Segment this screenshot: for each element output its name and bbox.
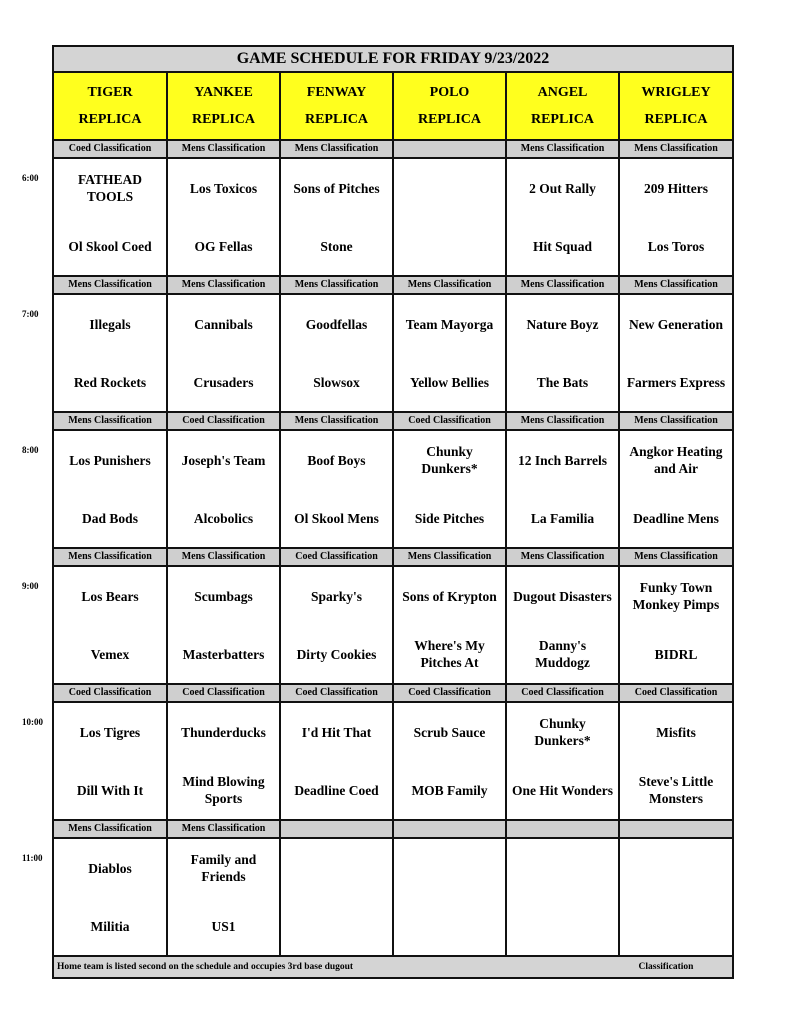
- home-team: Yellow Bellies: [409, 374, 490, 390]
- home-team: [620, 897, 732, 955]
- game-cell: [54, 567, 168, 683]
- game-cell: [168, 839, 281, 955]
- classification-row: [54, 821, 732, 839]
- game-cell: [54, 703, 168, 819]
- game-cell: [394, 567, 507, 683]
- classification-label: Mens Classification: [394, 549, 507, 565]
- away-team: Illegals: [89, 316, 131, 332]
- field-name: WRIGLEY: [641, 84, 711, 100]
- game-cell: [620, 703, 732, 819]
- game-cell: [507, 703, 620, 819]
- away-team: FATHEAD TOOLS: [78, 172, 142, 204]
- classification-label: Mens Classification: [507, 549, 620, 565]
- classification-label: [507, 821, 620, 837]
- home-team: BIDRL: [654, 646, 698, 662]
- footer-note: Home team is listed second on the schedule and occupies 3rd base dugout: [57, 962, 354, 972]
- away-team: [281, 839, 392, 897]
- time-label: 11:00: [22, 853, 43, 863]
- game-cell: [507, 839, 620, 955]
- classification-label: Coed Classification: [281, 549, 394, 565]
- game-cell: [620, 567, 732, 683]
- classification-label: Coed Classification: [168, 413, 281, 429]
- game-cell: [620, 295, 732, 411]
- home-team: Crusaders: [193, 374, 254, 390]
- classification-label: Mens Classification: [168, 549, 281, 565]
- classification-row: [54, 141, 732, 159]
- time-label: 8:00: [22, 445, 39, 455]
- home-team: Dirty Cookies: [296, 646, 377, 662]
- classification-label: Mens Classification: [507, 141, 620, 157]
- home-team: US1: [211, 918, 236, 934]
- game-cell: [620, 431, 732, 547]
- classification-label: Mens Classification: [634, 143, 718, 154]
- classification-label: Coed Classification: [54, 141, 168, 157]
- away-team: Los Tigres: [79, 724, 141, 740]
- game-cell: [507, 567, 620, 683]
- away-team: Scumbags: [194, 588, 253, 604]
- classification-label: Coed Classification: [54, 685, 168, 701]
- field-header: [507, 73, 620, 139]
- away-team: Sparky's: [310, 588, 363, 604]
- home-team: Deadline Coed: [294, 782, 379, 798]
- classification-label: [620, 821, 732, 837]
- game-row: [54, 431, 732, 549]
- game-row: [54, 295, 732, 413]
- game-cell: [54, 159, 168, 275]
- game-cell: [168, 431, 281, 547]
- away-team: New Generation: [628, 316, 724, 332]
- home-team: Side Pitches: [414, 510, 485, 526]
- field-name: ANGEL: [537, 84, 588, 100]
- home-team: Vemex: [90, 646, 130, 662]
- classification-label: Mens Classification: [168, 277, 281, 293]
- home-team: Mind Blowing Sports: [182, 774, 265, 806]
- home-team: Red Rockets: [73, 374, 147, 390]
- home-team: Slowsox: [313, 374, 360, 390]
- game-cell: [281, 431, 394, 547]
- game-cell: [507, 431, 620, 547]
- away-team: 2 Out Rally: [529, 180, 596, 196]
- away-team: [394, 839, 505, 897]
- field-header: [168, 73, 281, 139]
- home-team: Where's My Pitches At: [414, 638, 485, 670]
- home-team: [281, 897, 392, 955]
- classification-label: Mens Classification: [634, 415, 718, 426]
- game-row: [54, 703, 732, 821]
- time-label: 7:00: [22, 309, 39, 319]
- away-team: Thunderducks: [181, 724, 266, 740]
- classification-label: Mens Classification: [634, 551, 718, 562]
- classification-label: Mens Classification: [507, 413, 620, 429]
- away-team: [620, 839, 732, 897]
- home-team: Danny's Muddogz: [535, 638, 590, 670]
- away-team: Nature Boyz: [526, 316, 599, 332]
- game-row: [54, 159, 732, 277]
- schedule-body: [54, 141, 732, 957]
- game-cell: [168, 703, 281, 819]
- home-team: Dill With It: [76, 782, 144, 798]
- away-team: Cannibals: [194, 316, 253, 332]
- home-team: Farmers Express: [626, 374, 726, 390]
- classification-label: Mens Classification: [634, 279, 718, 290]
- game-cell: [394, 159, 507, 275]
- away-team: Scrub Sauce: [413, 724, 486, 740]
- classification-row: [54, 685, 732, 703]
- away-team: Goodfellas: [305, 316, 368, 332]
- game-cell: [394, 295, 507, 411]
- classification-label: [281, 821, 394, 837]
- field-sub: REPLICA: [191, 111, 255, 127]
- game-cell: [394, 703, 507, 819]
- time-label: 9:00: [22, 581, 39, 591]
- field-header-row: [54, 73, 732, 141]
- classification-label: Mens Classification: [281, 277, 394, 293]
- home-team: Ol Skool Coed: [68, 238, 152, 254]
- away-team: Diablos: [88, 860, 132, 876]
- home-team: MOB Family: [411, 782, 488, 798]
- classification-label: Coed Classification: [394, 413, 507, 429]
- classification-label: [394, 821, 507, 837]
- field-sub: REPLICA: [78, 111, 142, 127]
- field-name: POLO: [429, 84, 470, 100]
- game-row: [54, 567, 732, 685]
- game-row: [54, 839, 732, 957]
- classification-label: Mens Classification: [281, 413, 394, 429]
- game-cell: [168, 295, 281, 411]
- home-team: Deadline Mens: [633, 510, 719, 526]
- field-header: [281, 73, 394, 139]
- footer-classification: Classification: [638, 962, 694, 972]
- game-cell: [281, 703, 394, 819]
- classification-label: Mens Classification: [168, 141, 281, 157]
- home-team: La Familia: [530, 510, 595, 526]
- field-name: YANKEE: [194, 84, 253, 100]
- home-team: [394, 217, 505, 275]
- field-header: [620, 73, 732, 139]
- schedule-title: GAME SCHEDULE FOR FRIDAY 9/23/2022: [54, 47, 732, 73]
- game-cell: [54, 431, 168, 547]
- game-cell: [281, 567, 394, 683]
- home-team: [394, 897, 505, 955]
- classification-label: Mens Classification: [168, 821, 281, 837]
- field-name: FENWAY: [306, 84, 367, 100]
- classification-row: [54, 549, 732, 567]
- game-cell: [54, 839, 168, 955]
- field-sub: REPLICA: [530, 111, 594, 127]
- away-team: Sons of Krypton: [402, 588, 497, 604]
- game-cell: [54, 295, 168, 411]
- home-team: Los Toros: [647, 238, 705, 254]
- time-label: 6:00: [22, 173, 39, 183]
- away-team: 209 Hitters: [643, 180, 709, 196]
- home-team: Alcobolics: [193, 510, 254, 526]
- home-team: One Hit Wonders: [511, 782, 613, 798]
- field-header: [54, 73, 168, 139]
- game-cell: [168, 159, 281, 275]
- game-cell: [620, 159, 732, 275]
- game-cell: [394, 839, 507, 955]
- home-team: Militia: [90, 918, 130, 934]
- away-team: I'd Hit That: [301, 724, 372, 740]
- away-team: Funky Town Monkey Pimps: [632, 580, 720, 612]
- away-team: Team Mayorga: [405, 316, 494, 332]
- field-sub: REPLICA: [304, 111, 368, 127]
- home-team: Stone: [320, 238, 353, 254]
- home-team: [507, 897, 618, 955]
- classification-label: Coed Classification: [168, 685, 281, 701]
- game-cell: [620, 839, 732, 955]
- home-team: OG Fellas: [194, 238, 253, 254]
- classification-label: Mens Classification: [54, 821, 168, 837]
- away-team: 12 Inch Barrels: [517, 452, 607, 468]
- classification-label: [394, 141, 507, 157]
- away-team: Boof Boys: [307, 452, 366, 468]
- away-team: [507, 839, 618, 897]
- classification-label: Mens Classification: [54, 549, 168, 565]
- away-team: [394, 159, 505, 217]
- classification-label: Mens Classification: [394, 277, 507, 293]
- game-cell: [281, 159, 394, 275]
- classification-label: Coed Classification: [507, 685, 620, 701]
- schedule-table: [52, 45, 734, 979]
- game-cell: [394, 431, 507, 547]
- away-team: Chunky Dunkers*: [534, 716, 591, 748]
- home-team: Masterbatters: [182, 646, 265, 662]
- away-team: Los Bears: [81, 588, 139, 604]
- game-cell: [281, 839, 394, 955]
- field-sub: REPLICA: [417, 111, 481, 127]
- away-team: Family and Friends: [190, 852, 257, 884]
- classification-label: Coed Classification: [394, 685, 507, 701]
- away-team: Joseph's Team: [181, 452, 266, 468]
- classification-label: Mens Classification: [54, 277, 168, 293]
- away-team: Dugout Disasters: [513, 588, 612, 604]
- game-cell: [281, 295, 394, 411]
- away-team: Angkor Heating and Air: [629, 444, 723, 476]
- classification-row: [54, 413, 732, 431]
- classification-label: Mens Classification: [54, 413, 168, 429]
- classification-row: [54, 277, 732, 295]
- home-team: Steve's Little Monsters: [638, 774, 714, 806]
- field-name: TIGER: [87, 84, 133, 100]
- away-team: Los Punishers: [69, 452, 151, 468]
- home-team: The Bats: [536, 374, 589, 390]
- game-cell: [507, 159, 620, 275]
- home-team: Ol Skool Mens: [294, 510, 379, 526]
- classification-label: Coed Classification: [281, 685, 394, 701]
- home-team: Dad Bods: [82, 510, 138, 526]
- classification-label: Mens Classification: [507, 277, 620, 293]
- game-cell: [168, 567, 281, 683]
- classification-label: Coed Classification: [634, 687, 718, 698]
- field-header: [394, 73, 507, 139]
- away-team: Los Toxicos: [189, 180, 258, 196]
- game-cell: [507, 295, 620, 411]
- away-team: Chunky Dunkers*: [421, 444, 478, 476]
- away-team: Misfits: [656, 724, 696, 740]
- schedule-footer: [54, 957, 732, 977]
- field-sub: REPLICA: [644, 111, 708, 127]
- away-team: Sons of Pitches: [293, 180, 380, 196]
- classification-label: Mens Classification: [281, 141, 394, 157]
- time-label: 10:00: [22, 717, 43, 727]
- home-team: Hit Squad: [533, 238, 592, 254]
